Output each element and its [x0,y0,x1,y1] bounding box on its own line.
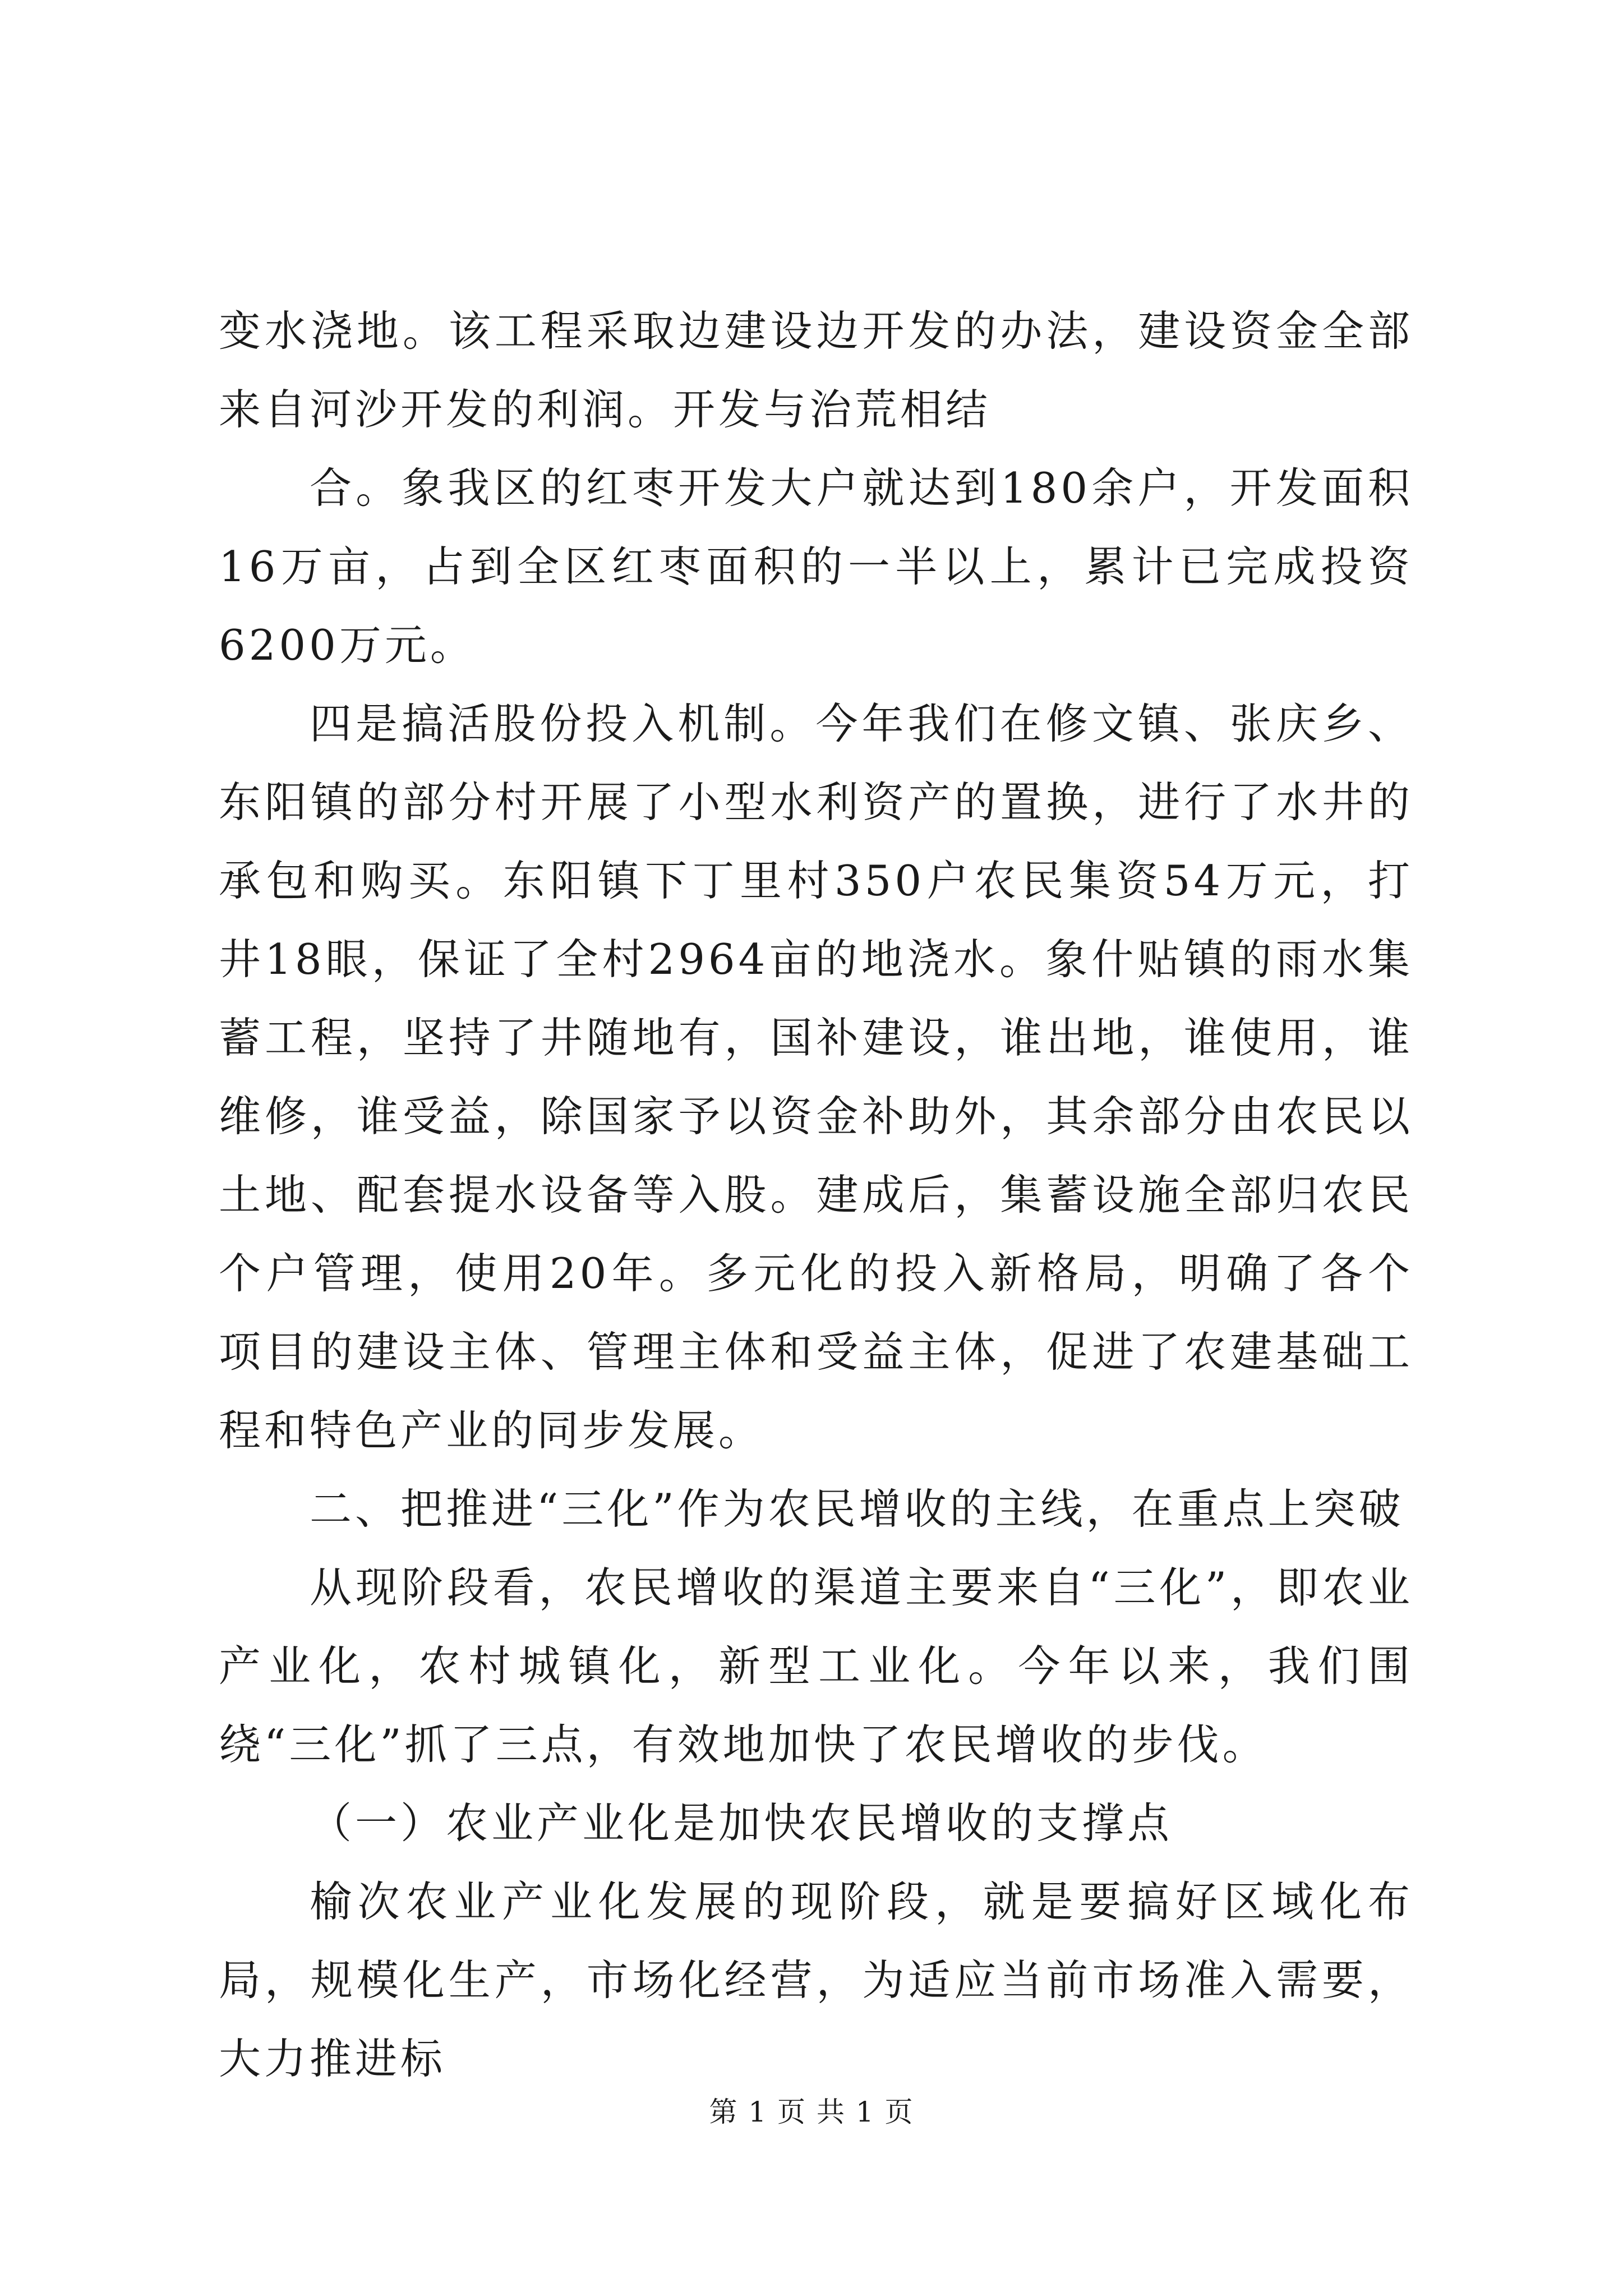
paragraph-1: 变水浇地。该工程采取边建设边开发的办法，建设资金全部来自河沙开发的利润。开发与治荒相结 [219,306,1413,434]
paragraph-4: 从现阶段看，农民增收的渠道主要来自“三化”，即农业产业化，农村城镇化，新型工业化。今年以来，我们围绕“三化”抓了三点，有效地加快了农民增收的步伐。 [219,1563,1413,1769]
paragraph-2: 合。象我区的红枣开发大户就达到180余户，开发面积16万亩，占到全区红枣面积的一半以上，累计已完成投资6200万元。 [219,463,1413,670]
subsection-heading-1: （一）农业产业化是加快农民增收的支撑点 [310,1798,1173,1848]
page-footer: 第 1 页 共 1 页 [709,2096,914,2128]
document-body [219,292,1413,2098]
section-heading-2: 二、把推进“三化”作为农民增收的主线，在重点上突破 [310,1484,1404,1534]
paragraph-5: 榆次农业产业化发展的现阶段，就是要搞好区域化布局，规模化生产，市场化经营，为适应当前市场准入需要，大力推进标 [219,1877,1413,2083]
paragraph-3: 四是搞活股份投入机制。今年我们在修文镇、张庆乡、东阳镇的部分村开展了小型水利资产的置换，进行了水井的承包和购买。东阳镇下丁里村350户农民集资54万元，打井18眼，保证了全村2964亩的地浇水。象什贴镇的雨水集蓄工程，坚持了井随地有，国补建设，谁出地，谁使用，谁维修，谁受益，除国家予以资金补助外，其余部分由农民以土地、配套提水设备等入股。建成后，集蓄设施全部归农民个户管理，使用20年。多元化的投入新格局，明确了各个项目的建设主体、管理主体和受益主体，促进了农建基础工程和特色产业的同步发展。 [219,699,1413,1455]
